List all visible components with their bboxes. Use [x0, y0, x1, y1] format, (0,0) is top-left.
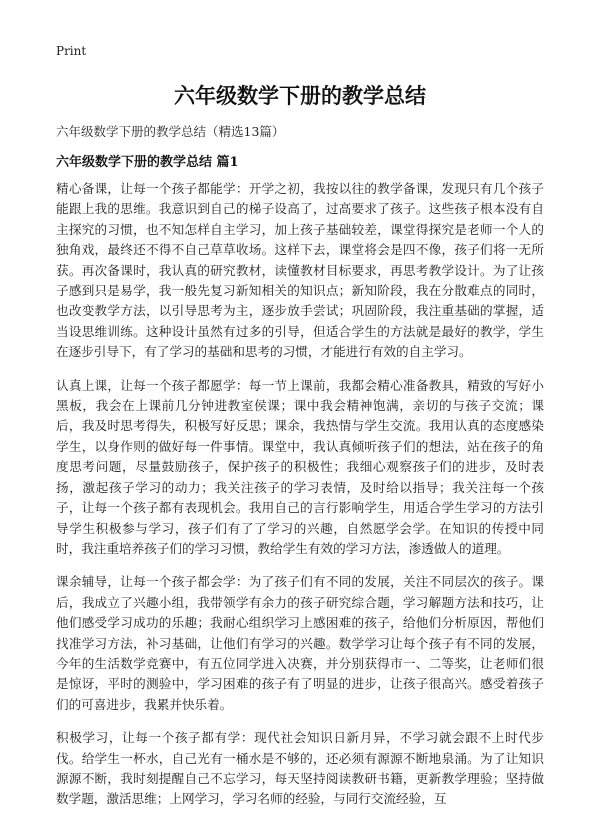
document-subtitle: 六年级数学下册的教学总结（精选13篇）	[56, 124, 285, 139]
print-link[interactable]: Print	[56, 44, 87, 58]
article-body	[56, 179, 544, 823]
paragraph-4: 积极学习，让每一个孩子都有学：现代社会知识日新月异，不学习就会跟不上时代步伐。给学生一杯水，自己光有一桶水是不够的，还必须有源源不断地泉涌。为了让知识源源不断，我时刻提醒自己不忘学习，每天坚持阅读教研书籍，更新教学理验；坚持做数学题，激活思维；上网学习，学习名师的经验，与同行交流经验，互	[56, 730, 544, 807]
paragraph-2: 认真上课，让每一个孩子都愿学：每一节上课前，我都会精心准备教具，精致的写好小黑板，我会在上课前几分钟进教室侯课；课中我会精神饱满，亲切的与孩子交流；课后，我及时思考得失，积极写好反思；课余，我热情与学生交流。我用认真的态度感染学生，以身作则的做好每一件事情。课堂中，我认真倾听孩子们的想法，站在孩子的角度思考问题，尽量鼓励孩子，保护孩子的积极性；我细心观察孩子们的进步，及时表扬，激起孩子学习的动力；我关注孩子的学习表情，及时给以指导；我关注每一个孩子，让每一个孩子都有表现机会。我用自己的言行影响学生，用适合学生学习的方法引导学生积极参与学习，孩子们有了了学习的兴趣，自然愿学会学。在知识的传授中同时，我注重培养孩子们的学习习惯，教给学生有效的学习方法，渗透做人的道理。	[56, 377, 544, 556]
paragraph-1: 精心备课，让每一个孩子都能学：开学之初，我按以往的教学备课，发现只有几个孩子能跟上我的思维。我意识到自己的梯子设高了，过高要求了孩子。这些孩子根本没有自主探究的习惯，也不知怎样自主学习，加上孩子基础较差，课堂得探究是老师一个人的独角戏，最终还不得不自己草草收场。这样下去，课堂将会是四不像，孩子们将一无所获。再次备课时，我认真的研究教材，读懂教材目标要求，再思考教学设计。为了让孩子感到只是易学，我一般先复习新知相关的知识点；新知阶段，我在分散难点的同时，也改变教学方法，以引导思考为主，逐步放手尝试；巩固阶段，我注重基础的掌握，适当设思维训练。这种设计虽然有过多的引导，但适合学生的方法就是最好的教学，学生在逐步引导下，有了学习的基础和思考的习惯，才能进行有效的自主学习。	[56, 181, 544, 360]
paragraph-3: 课余辅导，让每一个孩子都会学：为了孩子们有不同的发展，关注不同层次的孩子。课后，我成立了兴趣小组，我带领学有余力的孩子研究综合题，学习解题方法和技巧，让他们感受学习成功的乐趣；我耐心组织学习上感困难的孩子，给他们分析原因，帮他们找准学习方法，补习基础，让他们有学习的兴趣。数学学习让每个孩子有不同的发展，今年的生活数学竞赛中，有五位同学进入决赛，并分别获得市一、二等奖，让老师们很是惊讶，平时的测验中，学习困难的孩子有了明显的进步，让孩子很高兴。感受着孩子们的可喜进步，我累并快乐着。	[56, 574, 544, 712]
section-heading: 六年级数学下册的教学总结 篇1	[56, 155, 239, 170]
page-title: 六年级数学下册的教学总结	[174, 83, 426, 108]
